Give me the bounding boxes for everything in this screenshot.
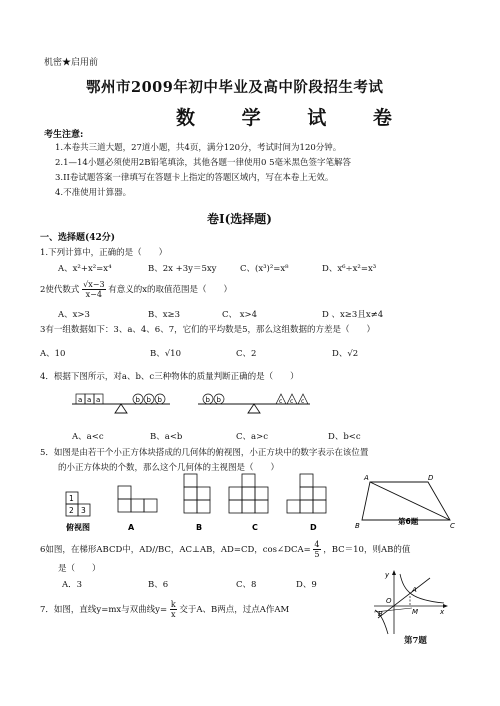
point-label: D bbox=[428, 474, 434, 482]
scale-label: b bbox=[205, 396, 210, 404]
q1-option-b: B、2x +3y＝5xy bbox=[148, 264, 217, 274]
top-view-label: 俯视图 bbox=[66, 523, 90, 532]
secret-mark: 机密★启用前 bbox=[44, 58, 99, 68]
q2-frac-den: x−4 bbox=[85, 290, 102, 299]
q6-fraction bbox=[313, 540, 320, 559]
q2-option-a: A、x>3 bbox=[58, 310, 90, 320]
scale-label: a bbox=[96, 396, 101, 404]
q5-q6-figures bbox=[62, 470, 472, 540]
q1-stem: 1.下列计算中，正确的是（ ） bbox=[40, 248, 168, 258]
point-label: A bbox=[412, 586, 417, 594]
page-title: 鄂州市2009年初中毕业及高中阶段招生考试 bbox=[86, 79, 384, 96]
subject-title: 数 学 试 卷 bbox=[176, 107, 412, 129]
option-c-figure bbox=[229, 474, 268, 532]
point-label: A bbox=[364, 474, 369, 482]
q2-frac-num: √x−3 bbox=[83, 280, 105, 289]
scale-label: b bbox=[216, 396, 221, 404]
option-label: B bbox=[196, 523, 203, 532]
top-view-number: 1 bbox=[69, 494, 74, 503]
q7-stem bbox=[40, 600, 289, 619]
part1-title: 卷Ⅰ(选择题) bbox=[207, 212, 272, 226]
q4-stem: 4．根据下图所示，对a、b、c三种物体的质量判断正确的是（ ） bbox=[40, 372, 299, 382]
q2-stem-post: 有意义的x的取值范围是（ ） bbox=[108, 285, 233, 295]
q4-option-c: C、a>c bbox=[236, 432, 268, 442]
q6-stem-pre: 6如图，在梯形ABCD中，AD//BC，AC⊥AB，AD=CD，cos∠DCA= bbox=[40, 545, 311, 555]
q6-stem-post: ，BC＝10，则AB的值 bbox=[323, 545, 411, 555]
q6-frac-den: 5 bbox=[314, 550, 320, 559]
fig6-label: 第6题 bbox=[398, 517, 419, 526]
q2-option-b: B、x≥3 bbox=[148, 310, 181, 320]
option-label: D bbox=[310, 523, 317, 532]
point-label: O bbox=[386, 597, 392, 605]
scale-label: c bbox=[301, 398, 305, 405]
q6-option-b: B、6 bbox=[148, 580, 169, 590]
scale-label: b bbox=[146, 396, 151, 404]
q7-fraction bbox=[170, 600, 177, 619]
fig6-trapezoid bbox=[355, 474, 455, 530]
balance-1 bbox=[72, 394, 170, 413]
q6-option-c: C、8 bbox=[236, 580, 257, 590]
scale-label: a bbox=[87, 396, 92, 404]
option-a-figure bbox=[118, 486, 157, 532]
q1-option-a: A、x²+x²=x⁴ bbox=[58, 264, 112, 274]
scale-label: a bbox=[78, 396, 83, 404]
q6-option-d: D、9 bbox=[296, 580, 317, 590]
notice-item-2: 2.1—14小题必须使用2B铅笔填涂，其他各题一律使用0 5毫米黑色签字笔解答 bbox=[55, 158, 352, 168]
q3-option-c: C、2 bbox=[236, 349, 257, 359]
q6-frac-num: 4 bbox=[314, 540, 320, 549]
q7-frac-den: x bbox=[171, 610, 176, 619]
q6-stem bbox=[40, 540, 410, 559]
axis-label: x bbox=[440, 608, 445, 616]
q4-option-b: B、a<b bbox=[150, 432, 183, 442]
q6-stem-line2: 是（ ） bbox=[58, 564, 101, 574]
q2-option-d: D 、x≥3且x≠4 bbox=[322, 310, 384, 320]
q2-stem bbox=[40, 280, 232, 299]
point-label: B bbox=[378, 610, 383, 618]
q3-option-a: A、10 bbox=[40, 349, 66, 359]
q2-stem-pre: 2使代数式 bbox=[40, 285, 80, 295]
section-heading: 一、选择题(42分) bbox=[40, 233, 116, 243]
scale-label: c bbox=[279, 398, 283, 405]
q4-option-a: A、a<c bbox=[72, 432, 104, 442]
top-view-number: 3 bbox=[81, 506, 86, 515]
fig7-graph bbox=[372, 568, 448, 636]
axis-label: y bbox=[385, 571, 390, 579]
scale-label: b bbox=[157, 396, 162, 404]
fig7-label: 第7题 bbox=[404, 636, 427, 646]
notice-item-3: 3.II卷试题答案一律填写在答题卡上指定的答题区域内，写在本卷上无效。 bbox=[55, 173, 334, 183]
top-view-number: 2 bbox=[69, 506, 74, 515]
option-label: C bbox=[252, 523, 258, 532]
point-label: M bbox=[412, 608, 419, 616]
balance-2 bbox=[198, 394, 310, 413]
q2-fraction bbox=[82, 280, 105, 299]
top-view-figure bbox=[66, 492, 90, 532]
scale-label: c bbox=[290, 398, 294, 405]
option-label: A bbox=[128, 523, 135, 532]
q3-option-d: D、√2 bbox=[332, 349, 359, 359]
q1-option-c: C、(x³)²=x⁸ bbox=[240, 264, 289, 274]
q3-stem: 3有一组数据如下：3、a、4、6、7，它们的平均数是5，那么这组数据的方差是（ ） bbox=[40, 325, 376, 335]
q5-stem-line2: 的小正方体块的个数，那么这个几何体的主视图是（ ） bbox=[58, 463, 280, 473]
q3-option-b: B、√10 bbox=[150, 349, 181, 359]
notice-item-1: 1.本卷共三道大题，27道小题，共4页，满分120分，考试时间为120分钟。 bbox=[55, 143, 342, 153]
q7-stem-post: 交于A、B两点，过点A作AM bbox=[179, 605, 290, 615]
q6-option-a: A．3 bbox=[62, 580, 83, 590]
notice-item-4: 4.不准使用计算器。 bbox=[55, 188, 132, 198]
q4-balance-figure bbox=[70, 386, 330, 422]
notice-heading: 考生注意: bbox=[44, 130, 84, 140]
q2-option-c: C、 x>4 bbox=[222, 310, 258, 320]
q1-option-d: D、x⁶÷x²=x³ bbox=[322, 264, 377, 274]
scale-label: b bbox=[135, 396, 140, 404]
q7-stem-pre: 7．如图，直线y=mx与双曲线y= bbox=[40, 605, 168, 615]
point-label: C bbox=[450, 522, 455, 530]
option-d-figure bbox=[287, 474, 326, 532]
option-b-figure bbox=[184, 474, 210, 532]
q7-frac-num: k bbox=[170, 600, 176, 609]
q4-option-d: D、b<c bbox=[328, 432, 361, 442]
point-label: B bbox=[355, 522, 360, 530]
q5-stem-line1: 5．如图是由若干个小正方体块搭成的几何体的俯视图，小正方块中的数字表示在该位置 bbox=[40, 448, 369, 458]
